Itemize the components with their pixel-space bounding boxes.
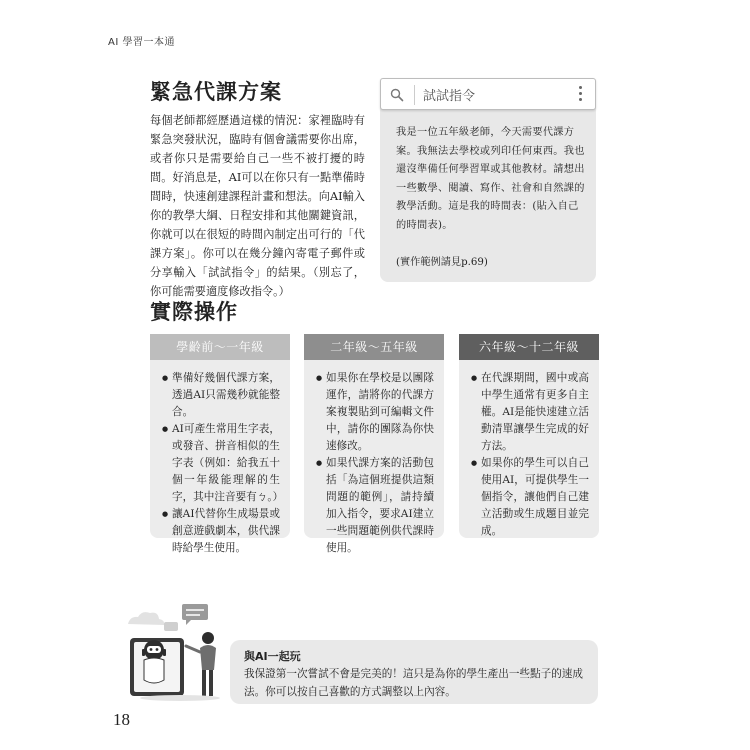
tip-text: 我保證第一次嘗試不會是完美的！這只是為你的學生產出一些點子的速成法。你可以按自己喜歡的方式調整以上內容。 — [244, 668, 583, 698]
list-item: ● AI可產生常用生字表，或發音、拼音相似的生字表（例如：給我五十個一年級能理解的生字，其中注音要有ㄅ。） — [162, 421, 280, 506]
list-item: ● 如果代課方案的活動包括「為這個班提供這類問題的範例」，請持續加入指令，要求AI建立一些問題範例供代課時使用。 — [316, 455, 434, 557]
teacher-robot-illustration — [120, 600, 230, 705]
grade-card-secondary — [459, 334, 599, 538]
list-item: ● 在代課期間，國中或高中學生通常有更多自主權。AI是能快速建立活動清單讓學生完成的好方法。 — [471, 370, 589, 455]
grade-card-elementary — [304, 334, 444, 554]
search-icon — [390, 87, 404, 106]
list-item: ● 如果你在學校是以團隊運作，請將你的代課方案複製貼到可編輯文件中，請你的團隊為你快速修改。 — [316, 370, 434, 455]
prompt-text: 我是一位五年級老師，今天需要代課方案。我無法去學校或列印任何東西。我也還沒準備任何學習單或其他教材。請想出一些數學、閱讀、寫作、社會和自然課的教學活動。這是我的時間表：(貼入自己的時間表)。 — [396, 127, 585, 231]
prompt-bar-label: 試試指令 — [423, 89, 476, 104]
grade-card-heading: 六年級～十二年級 — [459, 334, 599, 360]
more-options-icon[interactable] — [579, 86, 583, 104]
prompt-reference: (實作範例請見p.69) — [396, 257, 488, 268]
intro-paragraph: 每個老師都經歷過這樣的情況：家裡臨時有緊急突發狀況，臨時有個會議需要你出席，或者你只是需要給自己一些不被打擾的時間。好消息是，AI可以在你只有一點準備時間時，快速創建課程計畫和想法。向AI輸入你的教學大綱、日程安排和其他關鍵資訊，你就可以在很短的時間內制定出可行的「代課方案」。你可以在幾分鐘內寄電子郵件或分享輸入「試試指令」的結果。（別忘了，你可能需要適度修改指令。） — [150, 114, 365, 298]
list-item: ● 讓AI代替你生成場景或創意遊戲劇本，供代課時給學生使用。 — [162, 506, 280, 557]
grade-card-heading: 學齡前～一年級 — [150, 334, 290, 360]
tip-title: 與AI一起玩 — [244, 650, 301, 663]
prompt-search-bar[interactable] — [380, 78, 596, 110]
search-divider — [414, 85, 415, 105]
running-head: AI 學習一本通 — [108, 37, 175, 48]
section-title-practice: 實際操作 — [150, 300, 238, 324]
prompt-card — [380, 78, 596, 282]
tip-box — [230, 640, 598, 704]
grade-card-heading: 二年級～五年級 — [304, 334, 444, 360]
page-number: 18 — [113, 710, 130, 729]
list-item: ● 如果你的學生可以自己使用AI，可提供學生一個指令，讓他們自己建立活動或生成題目並完成。 — [471, 455, 589, 540]
section-title-substitute-plan: 緊急代課方案 — [150, 80, 282, 104]
grade-card-preschool — [150, 334, 290, 554]
list-item: ● 準備好幾個代課方案，透過AI只需幾秒就能整合。 — [162, 370, 280, 421]
